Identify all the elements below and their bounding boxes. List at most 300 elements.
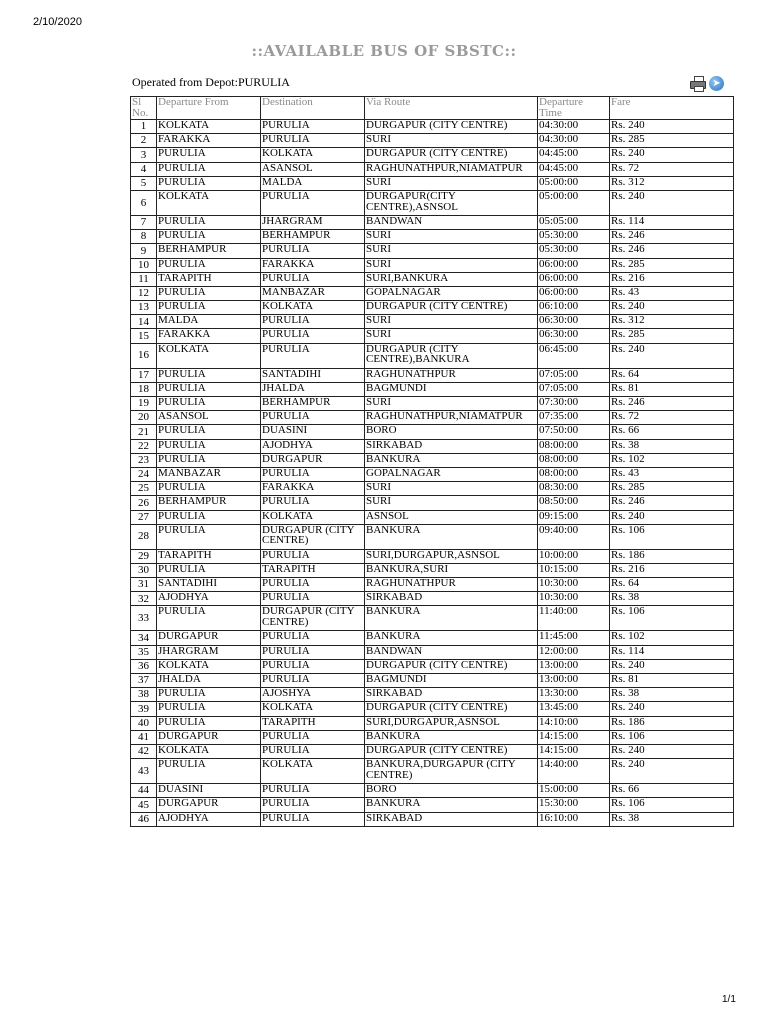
cell-destination: PURULIA	[261, 592, 365, 606]
cell-departure-from: PURULIA	[157, 716, 261, 730]
globe-icon[interactable]: ➤	[709, 76, 724, 91]
cell-fare: Rs. 285	[610, 482, 734, 496]
cell-sl-no: 19	[131, 397, 157, 411]
table-row	[131, 120, 734, 134]
cell-destination: PURULIA	[261, 120, 365, 134]
table-row	[131, 148, 734, 162]
cell-departure-time: 13:45:00	[538, 702, 610, 716]
cell-destination: FARAKKA	[261, 258, 365, 272]
cell-departure-from: PURULIA	[157, 215, 261, 229]
table-row	[131, 578, 734, 592]
cell-sl-no: 38	[131, 688, 157, 702]
cell-sl-no: 30	[131, 563, 157, 577]
cell-destination: DURGAPUR	[261, 453, 365, 467]
cell-departure-from: PURULIA	[157, 524, 261, 549]
cell-departure-time: 06:30:00	[538, 315, 610, 329]
cell-destination: KOLKATA	[261, 301, 365, 315]
page-number: 1/1	[722, 994, 736, 1005]
cell-destination: PURULIA	[261, 496, 365, 510]
header-departure-time: Departure Time	[538, 97, 610, 120]
cell-sl-no: 4	[131, 162, 157, 176]
table-row	[131, 343, 734, 368]
cell-sl-no: 1	[131, 120, 157, 134]
table-row	[131, 716, 734, 730]
cell-sl-no: 34	[131, 631, 157, 645]
cell-departure-from: MANBAZAR	[157, 467, 261, 481]
cell-departure-from: TARAPITH	[157, 272, 261, 286]
cell-fare: Rs. 240	[610, 659, 734, 673]
cell-via-route: BANKURA,DURGAPUR (CITY CENTRE)	[365, 759, 538, 784]
cell-departure-from: DURGAPUR	[157, 798, 261, 812]
cell-fare: Rs. 81	[610, 674, 734, 688]
cell-destination: PURULIA	[261, 784, 365, 798]
cell-departure-from: SANTADIHI	[157, 578, 261, 592]
cell-departure-from: PURULIA	[157, 759, 261, 784]
cell-destination: AJOSHYA	[261, 688, 365, 702]
header-destination: Destination	[261, 97, 365, 120]
cell-via-route: GOPALNAGAR	[365, 286, 538, 300]
table-row	[131, 397, 734, 411]
print-date: 2/10/2020	[33, 16, 82, 28]
table-row	[131, 730, 734, 744]
cell-destination: PURULIA	[261, 329, 365, 343]
cell-departure-time: 08:00:00	[538, 467, 610, 481]
cell-departure-time: 15:30:00	[538, 798, 610, 812]
cell-fare: Rs. 312	[610, 315, 734, 329]
cell-sl-no: 39	[131, 702, 157, 716]
cell-via-route: DURGAPUR (CITY CENTRE)	[365, 659, 538, 673]
cell-departure-time: 06:00:00	[538, 258, 610, 272]
table-row	[131, 688, 734, 702]
cell-departure-from: KOLKATA	[157, 190, 261, 215]
table-row	[131, 592, 734, 606]
cell-departure-time: 07:30:00	[538, 397, 610, 411]
cell-departure-from: AJODHYA	[157, 812, 261, 826]
cell-via-route: SURI,DURGAPUR,ASNSOL	[365, 549, 538, 563]
cell-sl-no: 21	[131, 425, 157, 439]
table-row	[131, 563, 734, 577]
cell-via-route: RAGHUNATHPUR,NIAMATPUR	[365, 411, 538, 425]
cell-departure-time: 04:45:00	[538, 148, 610, 162]
cell-sl-no: 13	[131, 301, 157, 315]
cell-destination: PURULIA	[261, 674, 365, 688]
table-row	[131, 425, 734, 439]
cell-fare: Rs. 240	[610, 148, 734, 162]
cell-departure-time: 05:00:00	[538, 190, 610, 215]
cell-destination: PURULIA	[261, 659, 365, 673]
cell-fare: Rs. 246	[610, 496, 734, 510]
cell-departure-time: 09:15:00	[538, 510, 610, 524]
cell-sl-no: 11	[131, 272, 157, 286]
cell-via-route: BANKURA,SURI	[365, 563, 538, 577]
cell-fare: Rs. 106	[610, 606, 734, 631]
cell-departure-from: KOLKATA	[157, 744, 261, 758]
header-fare: Fare	[610, 97, 734, 120]
cell-destination: DUASINI	[261, 425, 365, 439]
cell-departure-from: PURULIA	[157, 482, 261, 496]
cell-departure-from: PURULIA	[157, 301, 261, 315]
cell-fare: Rs. 64	[610, 368, 734, 382]
cell-sl-no: 14	[131, 315, 157, 329]
cell-departure-from: PURULIA	[157, 148, 261, 162]
cell-departure-time: 07:35:00	[538, 411, 610, 425]
cell-fare: Rs. 81	[610, 382, 734, 396]
cell-destination: PURULIA	[261, 812, 365, 826]
cell-destination: DURGAPUR (CITY CENTRE)	[261, 524, 365, 549]
table-row	[131, 510, 734, 524]
cell-departure-from: PURULIA	[157, 606, 261, 631]
cell-departure-time: 06:45:00	[538, 343, 610, 368]
cell-via-route: DURGAPUR (CITY CENTRE)	[365, 301, 538, 315]
table-row	[131, 812, 734, 826]
cell-via-route: RAGHUNATHPUR	[365, 368, 538, 382]
cell-fare: Rs. 72	[610, 411, 734, 425]
cell-sl-no: 9	[131, 244, 157, 258]
cell-fare: Rs. 38	[610, 812, 734, 826]
cell-departure-from: PURULIA	[157, 230, 261, 244]
cell-destination: PURULIA	[261, 744, 365, 758]
cell-sl-no: 5	[131, 176, 157, 190]
cell-departure-time: 12:00:00	[538, 645, 610, 659]
cell-departure-time: 08:30:00	[538, 482, 610, 496]
cell-destination: PURULIA	[261, 645, 365, 659]
toolbar	[690, 76, 724, 91]
cell-via-route: BANDWAN	[365, 215, 538, 229]
cell-fare: Rs. 102	[610, 631, 734, 645]
cell-sl-no: 12	[131, 286, 157, 300]
cell-sl-no: 32	[131, 592, 157, 606]
cell-destination: KOLKATA	[261, 148, 365, 162]
cell-via-route: DURGAPUR(CITY CENTRE),ASNSOL	[365, 190, 538, 215]
cell-departure-time: 10:00:00	[538, 549, 610, 563]
cell-sl-no: 26	[131, 496, 157, 510]
cell-departure-from: BERHAMPUR	[157, 496, 261, 510]
cell-departure-time: 07:05:00	[538, 382, 610, 396]
table-row	[131, 368, 734, 382]
cell-departure-from: DUASINI	[157, 784, 261, 798]
cell-fare: Rs. 64	[610, 578, 734, 592]
cell-destination: PURULIA	[261, 411, 365, 425]
cell-departure-from: PURULIA	[157, 688, 261, 702]
cell-destination: PURULIA	[261, 631, 365, 645]
cell-departure-from: PURULIA	[157, 453, 261, 467]
cell-via-route: DURGAPUR (CITY CENTRE),BANKURA	[365, 343, 538, 368]
cell-departure-from: DURGAPUR	[157, 631, 261, 645]
table-row	[131, 329, 734, 343]
table-row	[131, 162, 734, 176]
cell-destination: MANBAZAR	[261, 286, 365, 300]
cell-departure-from: PURULIA	[157, 258, 261, 272]
cell-departure-from: AJODHYA	[157, 592, 261, 606]
cell-sl-no: 7	[131, 215, 157, 229]
cell-departure-time: 14:10:00	[538, 716, 610, 730]
cell-sl-no: 27	[131, 510, 157, 524]
cell-sl-no: 46	[131, 812, 157, 826]
cell-departure-time: 08:00:00	[538, 453, 610, 467]
cell-destination: SANTADIHI	[261, 368, 365, 382]
cell-departure-from: PURULIA	[157, 563, 261, 577]
cell-destination: PURULIA	[261, 244, 365, 258]
cell-sl-no: 8	[131, 230, 157, 244]
cell-sl-no: 45	[131, 798, 157, 812]
cell-fare: Rs. 285	[610, 134, 734, 148]
cell-destination: MALDA	[261, 176, 365, 190]
cell-sl-no: 17	[131, 368, 157, 382]
cell-departure-from: FARAKKA	[157, 134, 261, 148]
cell-fare: Rs. 106	[610, 524, 734, 549]
cell-departure-time: 15:00:00	[538, 784, 610, 798]
cell-departure-from: PURULIA	[157, 162, 261, 176]
cell-departure-from: ASANSOL	[157, 411, 261, 425]
cell-destination: PURULIA	[261, 343, 365, 368]
cell-destination: BERHAMPUR	[261, 230, 365, 244]
table-row	[131, 272, 734, 286]
cell-via-route: RAGHUNATHPUR,NIAMATPUR	[365, 162, 538, 176]
cell-via-route: GOPALNAGAR	[365, 467, 538, 481]
table-row	[131, 524, 734, 549]
cell-sl-no: 29	[131, 549, 157, 563]
table-row	[131, 744, 734, 758]
cell-departure-from: PURULIA	[157, 702, 261, 716]
cell-fare: Rs. 240	[610, 744, 734, 758]
cell-sl-no: 15	[131, 329, 157, 343]
cell-via-route: SURI,DURGAPUR,ASNSOL	[365, 716, 538, 730]
cell-sl-no: 31	[131, 578, 157, 592]
cell-departure-from: JHARGRAM	[157, 645, 261, 659]
cell-fare: Rs. 106	[610, 730, 734, 744]
cell-fare: Rs. 43	[610, 286, 734, 300]
cell-fare: Rs. 240	[610, 190, 734, 215]
cell-via-route: SURI	[365, 176, 538, 190]
cell-via-route: SURI	[365, 134, 538, 148]
table-header-row	[131, 97, 734, 120]
cell-sl-no: 41	[131, 730, 157, 744]
cell-destination: KOLKATA	[261, 702, 365, 716]
table-row	[131, 549, 734, 563]
cell-via-route: ASNSOL	[365, 510, 538, 524]
cell-sl-no: 35	[131, 645, 157, 659]
cell-sl-no: 33	[131, 606, 157, 631]
cell-destination: ASANSOL	[261, 162, 365, 176]
cell-departure-time: 06:00:00	[538, 272, 610, 286]
cell-departure-from: PURULIA	[157, 439, 261, 453]
cell-departure-time: 05:30:00	[538, 230, 610, 244]
cell-destination: JHALDA	[261, 382, 365, 396]
cell-via-route: SURI	[365, 397, 538, 411]
cell-destination: PURULIA	[261, 549, 365, 563]
cell-via-route: BANKURA	[365, 730, 538, 744]
table-row	[131, 674, 734, 688]
cell-departure-from: PURULIA	[157, 382, 261, 396]
table-row	[131, 134, 734, 148]
cell-via-route: BAGMUNDI	[365, 674, 538, 688]
cell-departure-time: 07:50:00	[538, 425, 610, 439]
cell-destination: AJODHYA	[261, 439, 365, 453]
bus-table	[130, 96, 734, 827]
cell-destination: PURULIA	[261, 315, 365, 329]
cell-sl-no: 24	[131, 467, 157, 481]
cell-departure-time: 09:40:00	[538, 524, 610, 549]
table-row	[131, 496, 734, 510]
cell-via-route: DURGAPUR (CITY CENTRE)	[365, 148, 538, 162]
cell-fare: Rs. 240	[610, 343, 734, 368]
cell-sl-no: 23	[131, 453, 157, 467]
cell-fare: Rs. 216	[610, 563, 734, 577]
cell-fare: Rs. 186	[610, 716, 734, 730]
cell-departure-time: 10:15:00	[538, 563, 610, 577]
cell-destination: KOLKATA	[261, 510, 365, 524]
printer-icon[interactable]	[690, 76, 706, 91]
cell-destination: JHARGRAM	[261, 215, 365, 229]
cell-departure-time: 06:30:00	[538, 329, 610, 343]
cell-sl-no: 37	[131, 674, 157, 688]
cell-destination: TARAPITH	[261, 716, 365, 730]
table-row	[131, 176, 734, 190]
cell-departure-time: 08:50:00	[538, 496, 610, 510]
cell-via-route: SURI	[365, 496, 538, 510]
cell-destination: PURULIA	[261, 578, 365, 592]
cell-fare: Rs. 216	[610, 272, 734, 286]
cell-departure-from: KOLKATA	[157, 343, 261, 368]
cell-sl-no: 28	[131, 524, 157, 549]
cell-departure-from: PURULIA	[157, 176, 261, 190]
cell-destination: TARAPITH	[261, 563, 365, 577]
cell-via-route: SURI	[365, 244, 538, 258]
cell-via-route: SIRKABAD	[365, 592, 538, 606]
cell-departure-time: 08:00:00	[538, 439, 610, 453]
cell-via-route: DURGAPUR (CITY CENTRE)	[365, 744, 538, 758]
cell-departure-time: 10:30:00	[538, 578, 610, 592]
depot-label: Operated from Depot:PURULIA	[132, 75, 290, 89]
cell-departure-time: 06:10:00	[538, 301, 610, 315]
cell-destination: DURGAPUR (CITY CENTRE)	[261, 606, 365, 631]
table-row	[131, 258, 734, 272]
cell-sl-no: 25	[131, 482, 157, 496]
table-row	[131, 702, 734, 716]
cell-departure-from: PURULIA	[157, 286, 261, 300]
table-row	[131, 784, 734, 798]
cell-departure-time: 11:45:00	[538, 631, 610, 645]
cell-fare: Rs. 106	[610, 798, 734, 812]
table-row	[131, 645, 734, 659]
cell-departure-time: 13:00:00	[538, 659, 610, 673]
table-row	[131, 382, 734, 396]
table-row	[131, 190, 734, 215]
cell-via-route: BAGMUNDI	[365, 382, 538, 396]
cell-departure-time: 04:30:00	[538, 120, 610, 134]
cell-via-route: BORO	[365, 784, 538, 798]
cell-departure-time: 04:30:00	[538, 134, 610, 148]
cell-via-route: DURGAPUR (CITY CENTRE)	[365, 120, 538, 134]
table-row	[131, 659, 734, 673]
cell-sl-no: 22	[131, 439, 157, 453]
table-row	[131, 759, 734, 784]
table-body	[131, 120, 734, 827]
cell-sl-no: 2	[131, 134, 157, 148]
cell-departure-from: BERHAMPUR	[157, 244, 261, 258]
cell-departure-from: PURULIA	[157, 397, 261, 411]
cell-departure-time: 14:40:00	[538, 759, 610, 784]
cell-destination: PURULIA	[261, 467, 365, 481]
cell-departure-time: 13:30:00	[538, 688, 610, 702]
header-sl-no: Sl No.	[131, 97, 157, 120]
cell-via-route: DURGAPUR (CITY CENTRE)	[365, 702, 538, 716]
cell-destination: PURULIA	[261, 134, 365, 148]
table-row	[131, 631, 734, 645]
cell-via-route: BANKURA	[365, 453, 538, 467]
cell-via-route: SURI	[365, 230, 538, 244]
cell-departure-time: 11:40:00	[538, 606, 610, 631]
cell-departure-from: PURULIA	[157, 368, 261, 382]
table-row	[131, 230, 734, 244]
cell-fare: Rs. 38	[610, 439, 734, 453]
cell-departure-time: 05:00:00	[538, 176, 610, 190]
cell-destination: PURULIA	[261, 798, 365, 812]
cell-departure-time: 07:05:00	[538, 368, 610, 382]
cell-fare: Rs. 240	[610, 759, 734, 784]
cell-fare: Rs. 186	[610, 549, 734, 563]
cell-fare: Rs. 72	[610, 162, 734, 176]
cell-via-route: SURI	[365, 258, 538, 272]
cell-via-route: BORO	[365, 425, 538, 439]
cell-via-route: BANKURA	[365, 524, 538, 549]
table-row	[131, 286, 734, 300]
table-row	[131, 453, 734, 467]
cell-departure-from: DURGAPUR	[157, 730, 261, 744]
cell-via-route: RAGHUNATHPUR	[365, 578, 538, 592]
cell-fare: Rs. 38	[610, 592, 734, 606]
cell-destination: FARAKKA	[261, 482, 365, 496]
table-row	[131, 315, 734, 329]
cell-sl-no: 18	[131, 382, 157, 396]
cell-fare: Rs. 66	[610, 425, 734, 439]
cell-destination: KOLKATA	[261, 759, 365, 784]
cell-fare: Rs. 285	[610, 258, 734, 272]
cell-sl-no: 16	[131, 343, 157, 368]
cell-destination: PURULIA	[261, 272, 365, 286]
cell-via-route: SIRKABAD	[365, 688, 538, 702]
cell-departure-time: 05:05:00	[538, 215, 610, 229]
cell-departure-time: 13:00:00	[538, 674, 610, 688]
cell-via-route: SURI	[365, 482, 538, 496]
cell-departure-time: 04:45:00	[538, 162, 610, 176]
cell-fare: Rs. 114	[610, 215, 734, 229]
cell-via-route: BANKURA	[365, 606, 538, 631]
cell-fare: Rs. 240	[610, 702, 734, 716]
table-row	[131, 482, 734, 496]
cell-fare: Rs. 240	[610, 301, 734, 315]
table-row	[131, 301, 734, 315]
cell-via-route: BANKURA	[365, 798, 538, 812]
cell-destination: PURULIA	[261, 730, 365, 744]
cell-via-route: SIRKABAD	[365, 439, 538, 453]
cell-sl-no: 42	[131, 744, 157, 758]
cell-departure-from: KOLKATA	[157, 120, 261, 134]
table-row	[131, 467, 734, 481]
header-departure-from: Departure From	[157, 97, 261, 120]
cell-via-route: SURI	[365, 315, 538, 329]
cell-sl-no: 6	[131, 190, 157, 215]
cell-fare: Rs. 102	[610, 453, 734, 467]
table-row	[131, 244, 734, 258]
cell-fare: Rs. 312	[610, 176, 734, 190]
cell-sl-no: 36	[131, 659, 157, 673]
cell-sl-no: 10	[131, 258, 157, 272]
table-row	[131, 439, 734, 453]
cell-sl-no: 43	[131, 759, 157, 784]
cell-via-route: SURI	[365, 329, 538, 343]
cell-sl-no: 40	[131, 716, 157, 730]
